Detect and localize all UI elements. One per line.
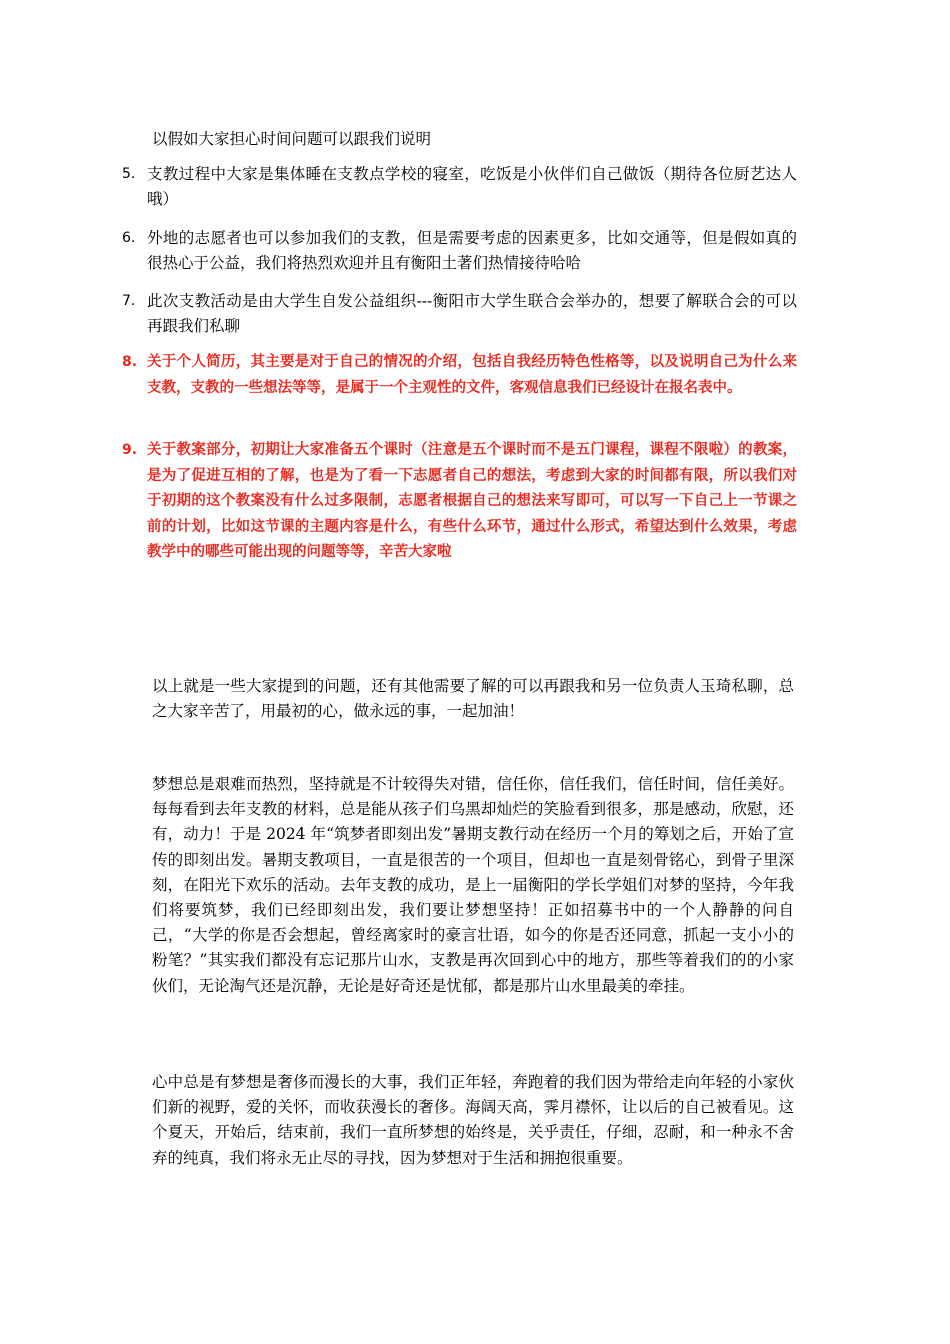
summary-paragraph: 以上就是一些大家提到的问题，还有其他需要了解的可以再跟我和另一位负责人玉琦私聊，总之大家辛苦了，用最初的心，做永远的事，一起加油！ bbox=[152, 677, 794, 721]
list-item-6 bbox=[122, 226, 797, 276]
list-number: 5. bbox=[122, 166, 136, 182]
continued-line: 以假如大家担心时间问题可以跟我们说明 bbox=[152, 130, 432, 148]
list-number: 6. bbox=[122, 230, 136, 246]
list-item-8-highlighted bbox=[122, 350, 797, 401]
list-item-7 bbox=[122, 289, 797, 339]
list-number: 7. bbox=[122, 293, 136, 309]
list-item-9-highlighted bbox=[122, 438, 797, 566]
closing-paragraph: 心中总是有梦想是奢侈而漫长的大事，我们正年轻，奔跑着的我们因为带给走向年轻的小家伙们新的视野，爱的关怀，而收获漫长的奢侈。海阔天高，霁月襟怀，让以后的自己被看见。这个夏天，开始后，结束前，我们一直所梦想的始终是，关乎责任，仔细，忍耐，和一种永不舍弃的纯真，我们将永无止尽的寻找，因为梦想对于生活和拥抱很重要。 bbox=[152, 1073, 794, 1167]
list-item-5 bbox=[122, 162, 797, 212]
list-text: 此次支教活动是由大学生自发公益组织---衡阳市大学生联合会举办的，想要了解联合会的可以再跟我们私聊 bbox=[147, 292, 797, 335]
list-number: 8. bbox=[122, 354, 138, 370]
dream-paragraph: 梦想总是艰难而热烈，坚持就是不计较得失对错，信任你，信任我们，信任时间，信任美好。每每看到去年支教的材料，总是能从孩子们乌黑却灿烂的笑脸看到很多，那是感动，欣慰，还有，动力！于是 2024 年“筑梦者即刻出发”暑期支教行动在经历一个月的筹划之后，开始了宣传的即刻出发。暑期支教项目，一直是很苦的一个项目，但却也一直是刻骨铭心，到骨子里深刻，在阳光下欢乐的活动。去年支教的成功，是上一届衡阳的学长学姐们对梦的坚持，今年我们将要筑梦，我们已经即刻出发，我们要让梦想坚持！正如招募书中的一个人静静的问自己，“大学的你是否会想起，曾经离家时的豪言壮语，如今的你是否还同意，抓起一支小小的粉笔？”其实我们都没有忘记那片山水，支教是再次回到心中的地方，那些等着我们的的小家伙们，无论淘气还是沉静，无论是好奇还是忧郁，都是那片山水里最美的牵挂。 bbox=[152, 775, 794, 995]
list-text: 支教过程中大家是集体睡在支教点学校的寝室，吃饭是小伙伴们自己做饭（期待各位厨艺达人哦） bbox=[147, 165, 797, 208]
list-text: 关于教案部分，初期让大家准备五个课时（注意是五个课时而不是五门课程，课程不限啦）的教案，是为了促进互相的了解，也是为了看一下志愿者自己的想法，考虑到大家的时间都有限，所以我们对于初期的这个教案没有什么过多限制，志愿者根据自己的想法来写即可，可以写一下自己上一节课之前的计划，比如这节课的主题内容是什么，有些什么环节，通过什么形式，希望达到什么效果，考虑教学中的哪些可能出现的问题等等，辛苦大家啦 bbox=[147, 442, 797, 560]
list-text: 关于个人简历，其主要是对于自己的情况的介绍，包括自我经历特色性格等，以及说明自己为什么来支教，支教的一些想法等等，是属于一个主观性的文件，客观信息我们已经设计在报名表中。 bbox=[147, 354, 797, 396]
list-text: 外地的志愿者也可以参加我们的支教，但是需要考虑的因素更多，比如交通等，但是假如真的很热心于公益，我们将热烈欢迎并且有衡阳土著们热情接待哈哈 bbox=[147, 229, 797, 272]
list-number: 9. bbox=[122, 442, 138, 458]
